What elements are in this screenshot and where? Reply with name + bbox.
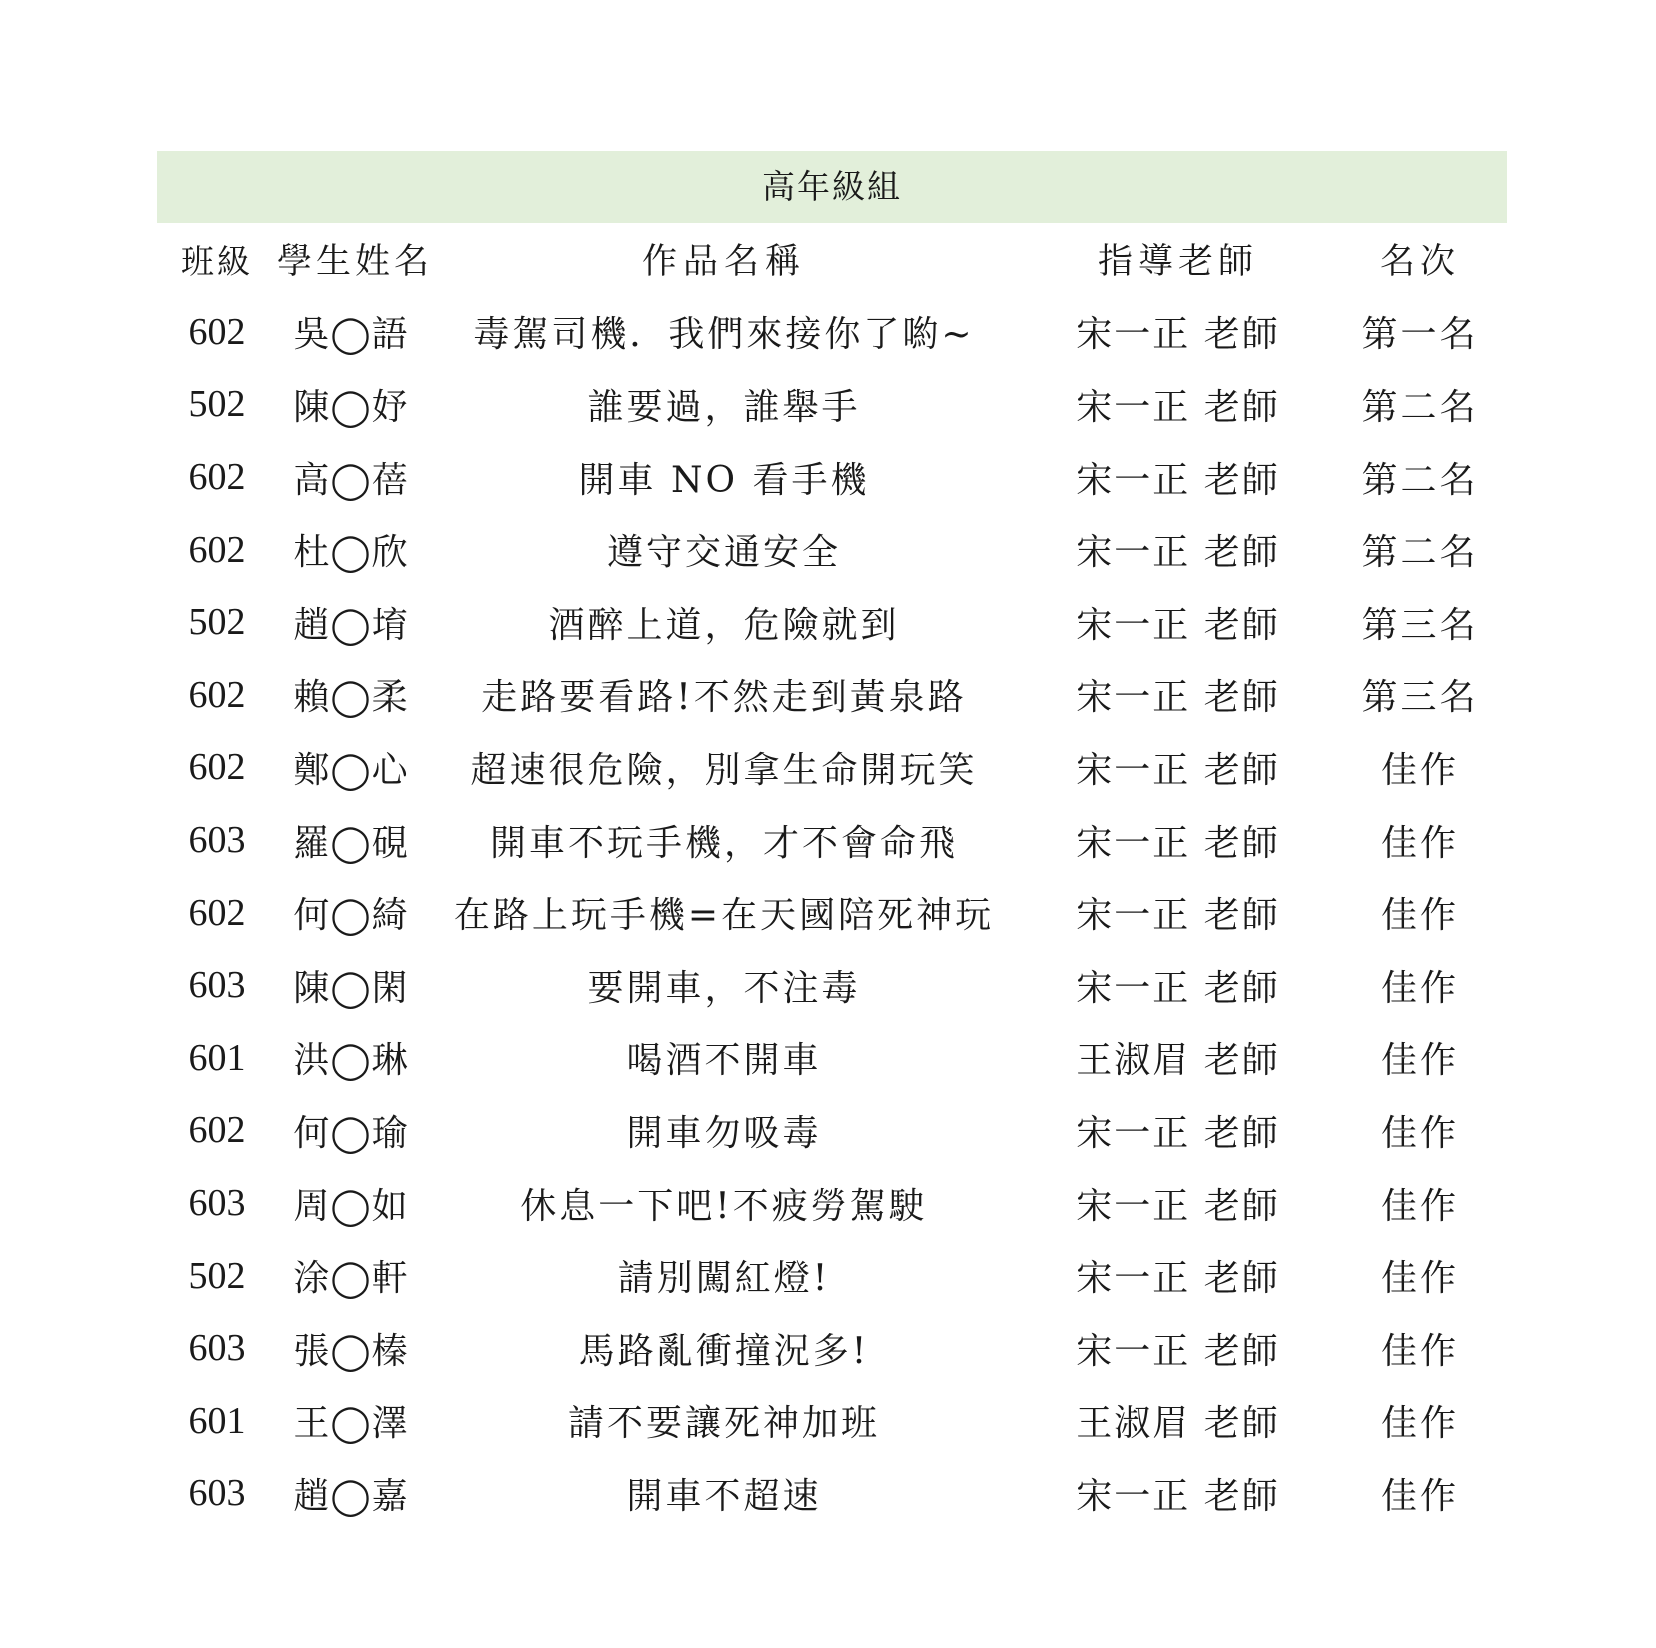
class-cell: 603 (188, 1327, 246, 1370)
teacher-cell: 宋一正 老師 (1076, 677, 1280, 719)
award-table (157, 151, 1507, 1530)
table-body (157, 296, 1507, 1530)
class-cell: 602 (188, 891, 246, 934)
work-title-cell: 毒駕司機．我們來接你了喲~ (473, 314, 975, 356)
work-title-cell: 走路要看路!不然走到黃泉路 (481, 677, 967, 719)
student-name-cell: 高◯蓓 (293, 459, 409, 501)
header-work: 作品名稱 (641, 242, 806, 283)
student-name-cell: 陳◯閑 (293, 967, 409, 1009)
table-row (157, 1167, 1507, 1240)
student-name-cell: 杜◯欣 (293, 532, 409, 574)
work-title-cell: 喝酒不開車 (626, 1040, 822, 1082)
student-name-cell: 張◯榛 (293, 1330, 409, 1372)
class-cell: 603 (188, 1182, 246, 1225)
table-row (157, 876, 1507, 949)
teacher-cell: 宋一正 老師 (1076, 386, 1280, 428)
student-name-cell: 賴◯柔 (293, 677, 409, 719)
work-title-cell: 休息一下吧!不疲勞駕駛 (520, 1185, 928, 1227)
rank-cell: 佳作 (1380, 1258, 1459, 1300)
work-title-cell: 酒醉上道，危險就到 (548, 604, 900, 646)
student-name-cell: 王◯澤 (293, 1403, 409, 1445)
rank-cell: 第二名 (1361, 532, 1479, 574)
work-title-cell: 超速很危險，別拿生命開玩笑 (470, 749, 978, 791)
header-student: 學生姓名 (277, 242, 434, 283)
table-row (157, 1022, 1507, 1095)
table-row (157, 368, 1507, 441)
rank-cell: 佳作 (1380, 1040, 1459, 1082)
rank-cell: 佳作 (1380, 822, 1459, 864)
work-title-cell: 請別闖紅燈! (617, 1258, 831, 1300)
rank-cell: 第一名 (1361, 314, 1479, 356)
rank-cell: 佳作 (1380, 749, 1459, 791)
work-title-cell: 馬路亂衝撞況多! (578, 1330, 870, 1372)
class-cell: 602 (188, 528, 246, 571)
work-title-cell: 要開車，不注毒 (587, 967, 861, 1009)
student-name-cell: 周◯如 (293, 1185, 409, 1227)
class-cell: 502 (188, 1254, 246, 1297)
work-title-cell: 遵守交通安全 (606, 532, 841, 574)
student-name-cell: 洪◯琳 (293, 1040, 409, 1082)
table-row (157, 586, 1507, 659)
teacher-cell: 宋一正 老師 (1076, 532, 1280, 574)
class-cell: 601 (188, 1036, 246, 1079)
teacher-cell: 宋一正 老師 (1076, 459, 1280, 501)
rank-cell: 佳作 (1380, 1185, 1459, 1227)
teacher-cell: 宋一正 老師 (1076, 749, 1280, 791)
class-cell: 602 (188, 746, 246, 789)
table-row (157, 1312, 1507, 1385)
teacher-cell: 宋一正 老師 (1076, 1330, 1280, 1372)
class-cell: 602 (188, 310, 246, 353)
table-row (157, 1239, 1507, 1312)
student-name-cell: 羅◯硯 (293, 822, 409, 864)
work-title-cell: 在路上玩手機=在天國陪死神玩 (453, 895, 995, 937)
table-row (157, 804, 1507, 877)
class-cell: 603 (188, 819, 246, 862)
rank-cell: 第二名 (1361, 459, 1479, 501)
rank-cell: 佳作 (1380, 1403, 1459, 1445)
student-name-cell: 趙◯堉 (293, 604, 409, 646)
work-title-cell: 開車不玩手機，才不會命飛 (489, 822, 958, 864)
student-name-cell: 涂◯軒 (293, 1258, 409, 1300)
table-row (157, 1457, 1507, 1530)
work-title-cell: 開車勿吸毒 (626, 1112, 822, 1154)
class-cell: 601 (188, 1399, 246, 1442)
teacher-cell: 宋一正 老師 (1076, 1258, 1280, 1300)
work-title-cell: 請不要讓死神加班 (567, 1403, 880, 1445)
table-header (157, 223, 1507, 296)
header-rank: 名次 (1379, 242, 1460, 283)
teacher-cell: 王淑眉 老師 (1076, 1403, 1280, 1445)
rank-cell: 佳作 (1380, 1475, 1459, 1517)
table-row (157, 1385, 1507, 1458)
teacher-cell: 宋一正 老師 (1076, 1185, 1280, 1227)
rank-cell: 佳作 (1380, 967, 1459, 1009)
rank-cell: 佳作 (1380, 1330, 1459, 1372)
class-cell: 603 (188, 964, 246, 1007)
teacher-cell: 王淑眉 老師 (1076, 1040, 1280, 1082)
rank-cell: 第三名 (1361, 604, 1479, 646)
table-row (157, 1094, 1507, 1167)
class-cell: 502 (188, 601, 246, 644)
group-title: 高年級組 (157, 151, 1507, 223)
teacher-cell: 宋一正 老師 (1076, 1112, 1280, 1154)
class-cell: 602 (188, 1109, 246, 1152)
table-row (157, 513, 1507, 586)
work-title-cell: 開車 NO 看手機 (578, 459, 870, 501)
teacher-cell: 宋一正 老師 (1076, 967, 1280, 1009)
table-row (157, 296, 1507, 369)
table-row (157, 441, 1507, 514)
class-cell: 602 (188, 456, 246, 499)
class-cell: 603 (188, 1472, 246, 1515)
student-name-cell: 吳◯語 (293, 314, 409, 356)
rank-cell: 第二名 (1361, 386, 1479, 428)
class-cell: 602 (188, 673, 246, 716)
rank-cell: 第三名 (1361, 677, 1479, 719)
table-row (157, 731, 1507, 804)
teacher-cell: 宋一正 老師 (1076, 895, 1280, 937)
student-name-cell: 何◯瑜 (293, 1112, 409, 1154)
class-cell: 502 (188, 383, 246, 426)
student-name-cell: 鄭◯心 (293, 749, 409, 791)
teacher-cell: 宋一正 老師 (1076, 604, 1280, 646)
student-name-cell: 何◯綺 (293, 895, 409, 937)
table-row (157, 949, 1507, 1022)
table-row (157, 659, 1507, 732)
work-title-cell: 誰要過，誰舉手 (587, 386, 861, 428)
student-name-cell: 陳◯妤 (293, 386, 409, 428)
header-teacher: 指導老師 (1097, 242, 1258, 283)
header-class: 班級 (181, 241, 253, 281)
teacher-cell: 宋一正 老師 (1076, 314, 1280, 356)
work-title-cell: 開車不超速 (626, 1475, 822, 1517)
teacher-cell: 宋一正 老師 (1076, 1475, 1280, 1517)
rank-cell: 佳作 (1380, 895, 1459, 937)
rank-cell: 佳作 (1380, 1112, 1459, 1154)
teacher-cell: 宋一正 老師 (1076, 822, 1280, 864)
student-name-cell: 趙◯嘉 (293, 1475, 409, 1517)
